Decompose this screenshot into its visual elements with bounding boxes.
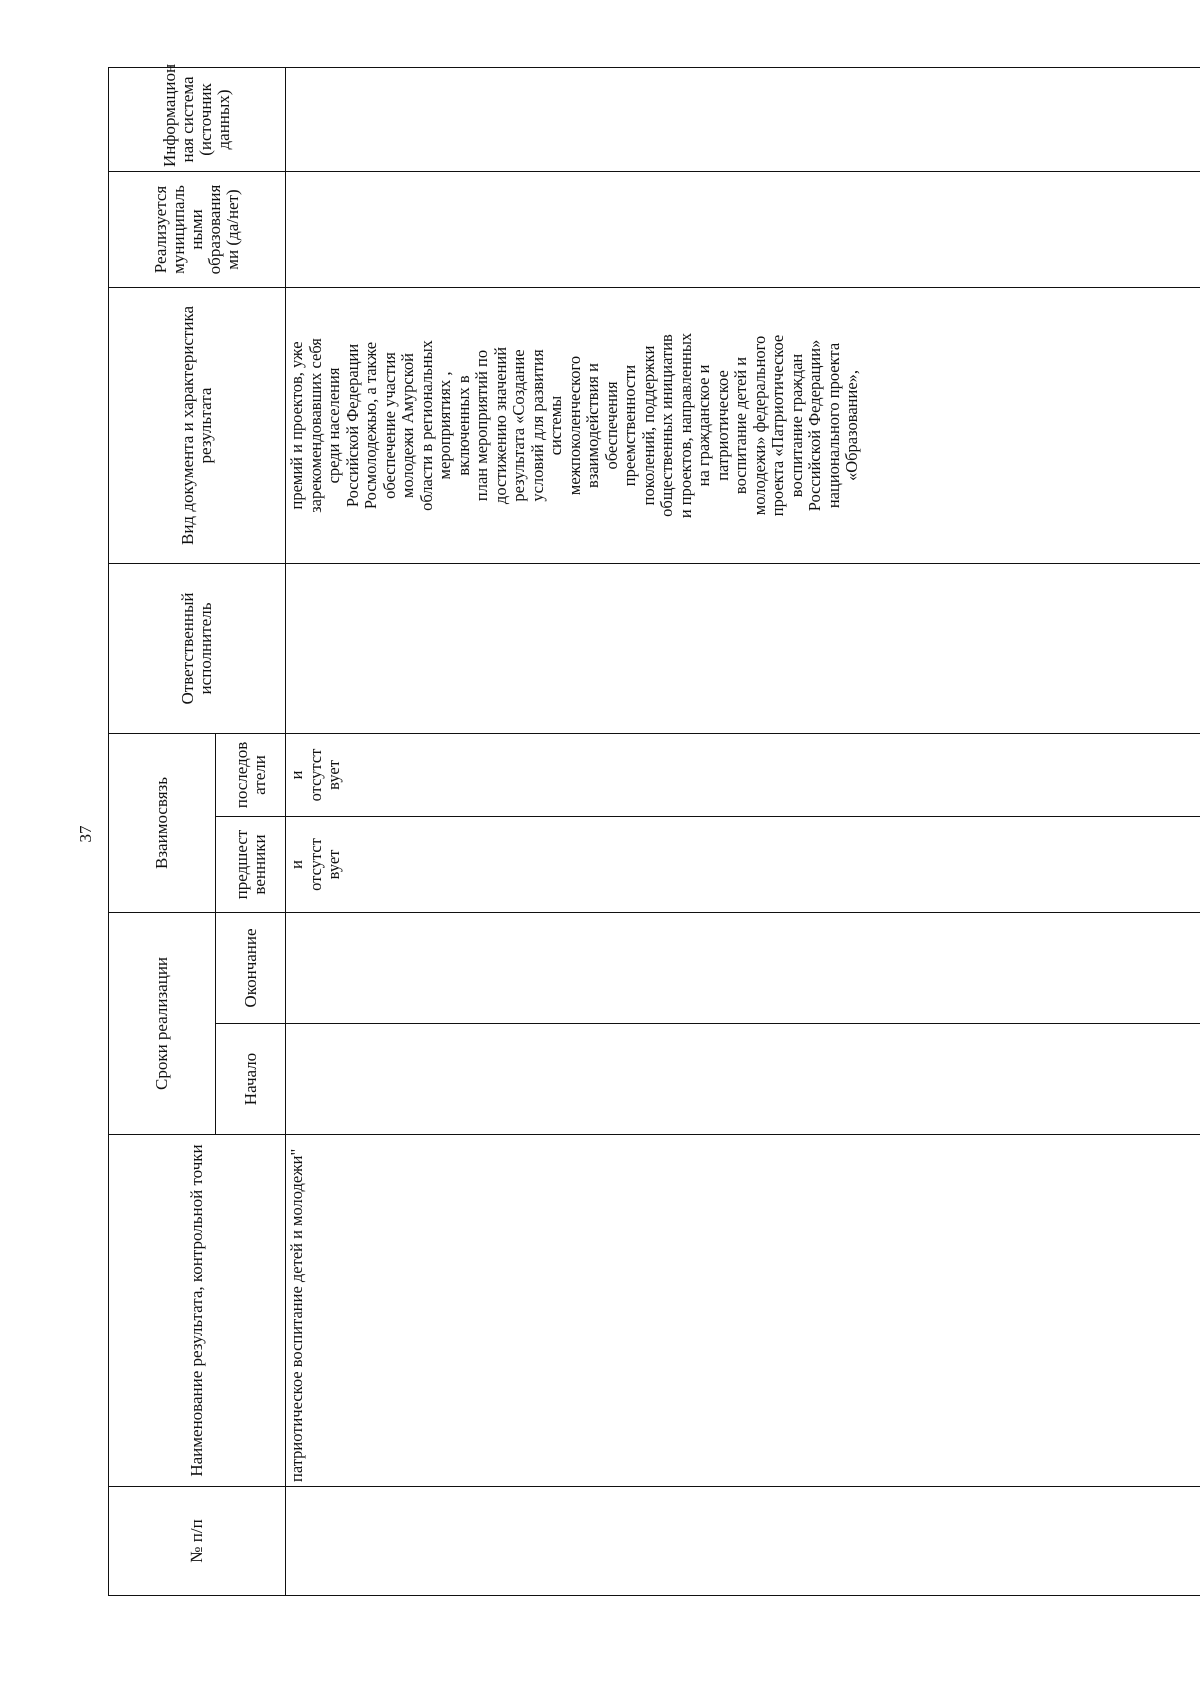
page-number: 37 xyxy=(76,825,95,843)
cell-executor xyxy=(286,563,1200,733)
header-terms-end: Окончание xyxy=(216,913,286,1024)
cell-num xyxy=(286,1487,1200,1596)
header-municipal: Реализуется муниципаль ными образования ми (да/нет) xyxy=(109,171,286,287)
cell-name: патриотическое воспитание детей и молодежи" xyxy=(286,1135,1200,1487)
header-relation-succ: последов атели xyxy=(216,733,286,816)
cell-municipal xyxy=(286,171,1200,287)
cell-doc: премий и проектов, уже зарекомендовавших себя среди населения Российской Федерации Росмолодежью, а также обеспечение участия молодежи Амурской области в региональных мероприятиях , включенных в план мероприятий по достижению значений результата «Создание условий для развития системы межпоколенческого взаимодействия и обеспечения преемственности поколений, поддержки общественных инициатив и проектов, направленных на гражданское и патриотическое воспитание детей и молодежи» федерального проекта «Патриотическое воспитание граждан Российской Федерации» национального проекта «Образование», xyxy=(286,287,1200,563)
header-terms: Сроки реализации xyxy=(109,913,216,1135)
cell-succ: и отсутст вует xyxy=(286,733,1200,816)
cell-info xyxy=(286,67,1200,171)
header-relation: Взаимосвязь xyxy=(109,733,216,912)
plan-table xyxy=(108,63,1200,1596)
header-doc: Вид документа и характеристика результата xyxy=(109,287,286,563)
cell-end xyxy=(286,913,1200,1024)
cell-start xyxy=(286,1024,1200,1135)
header-name: Наименование результата, контрольной точки xyxy=(109,1135,286,1487)
rotated-table-wrapper xyxy=(108,63,1200,1596)
table-row xyxy=(286,67,1200,1595)
header-relation-pred: предшест венники xyxy=(216,817,286,913)
cell-pred: и отсутст вует xyxy=(286,817,1200,913)
header-terms-start: Начало xyxy=(216,1024,286,1135)
header-executor: Ответственный исполнитель xyxy=(109,563,286,733)
header-info: Информацион ная система (источник данных) xyxy=(109,67,286,171)
header-row-1 xyxy=(109,67,216,1595)
header-num: № п/п xyxy=(109,1487,286,1596)
